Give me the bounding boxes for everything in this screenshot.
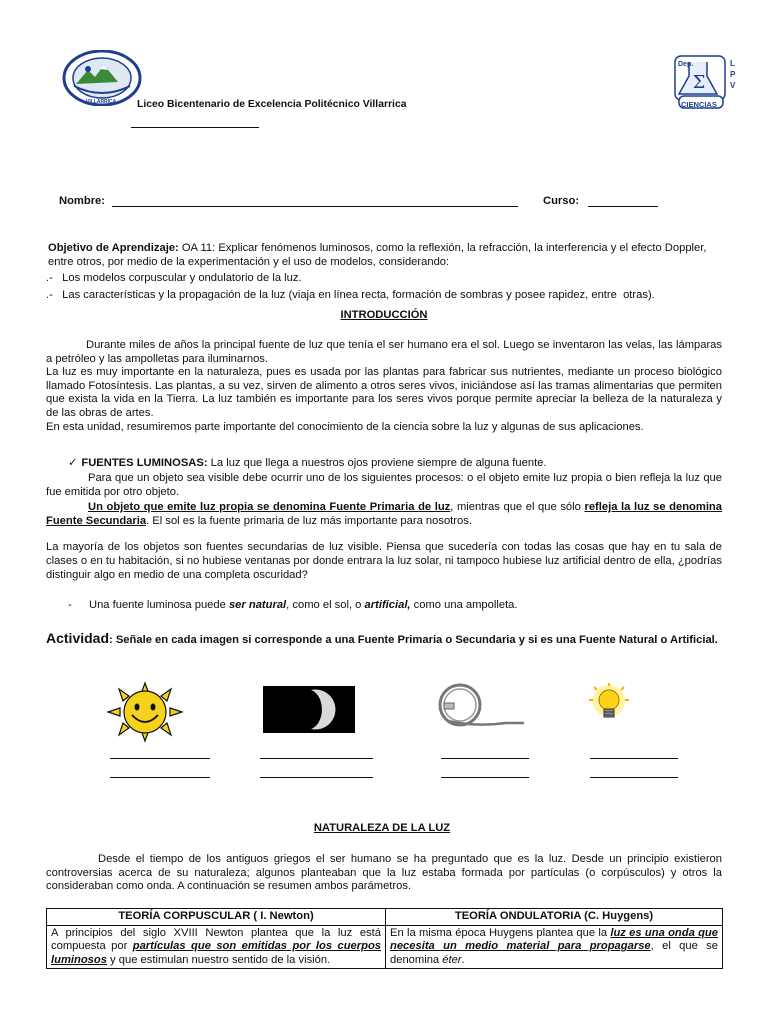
table-header-corpuscular: TEORÍA CORPUSCULAR ( I. Newton) [47,909,386,926]
ondulatoria-highlight: luz es una onda que necesita un medio material para propagarse [390,926,718,953]
bullet-dash: - [68,599,72,611]
fuentes-bullet [68,599,518,613]
name-field[interactable] [112,195,518,207]
table-header-row [47,909,723,926]
course-label: Curso: [543,195,580,207]
course-field[interactable] [588,195,658,207]
name-label: Nombre: [59,195,105,207]
intro-p1: Durante miles de años la principal fuente de luz que tenía el ser humano era el sol. Luego se inventaron las velas, las lámparas a petróleo y las ampolletas para iluminarnos. [46,339,722,365]
bullet-artificial: artificial, [364,599,411,611]
intro-text [46,339,722,434]
objective-item-1: .- Los modelos corpuscular y ondulatorio de la luz. [46,272,302,285]
answer-line-1b[interactable] [110,766,210,778]
answer-line-3a[interactable] [441,747,529,759]
ondulatoria-text-e: . [461,953,465,966]
answer-line-2b[interactable] [260,766,373,778]
bullet-text-e: como una ampolleta. [410,599,518,611]
bullet-text-c: , como el sol, o [286,599,365,611]
answer-line-4b[interactable] [590,766,678,778]
objective [46,242,726,302]
objective-label: Objetivo de Aprendizaje: [48,242,179,254]
header-underline [131,116,259,128]
fuentes-p2 [46,501,722,528]
actividad-text: : Señale en cada imagen si corresponde a una Fuente Primaria o Secundaria y si es una Fuente Natural o Artificial. [109,634,718,646]
ondulatoria-text-c: , el que se denomina [390,940,719,966]
answer-line-2a[interactable] [260,747,373,759]
bullet-text-a: Una fuente luminosa puede [89,599,229,611]
fuentes-p2-mid: , mientras que el que sólo [450,501,585,514]
answer-line-1a[interactable] [110,747,210,759]
fuentes-p3: La mayoría de los objetos son fuentes secundarias de luz visible. Piensa que sucedería con todas las cosas que hay en tu sala de clases o en tu habitación, si no hubiese ventanas por donde entrara la luz solar, ni tampoco hubiese luz artificial dentro de ella, ¿podrías distinguir algo en medio de una completa oscuridad? [46,541,722,581]
bulb-icon [580,683,638,729]
fuentes-p2-end: . El sol es la fuente primaria de luz más importante para nosotros. [146,514,472,527]
corpuscular-highlight: partículas que son emitidas por los cuerpos luminosos [51,940,381,966]
naturaleza-p1: Desde el tiempo de los antiguos griegos el ser humano se ha preguntado que es la luz. Desde un principio existieron controversias acerca de su naturaleza; algunos planteaban que la luz estaba formada por partículas (o corpúsculos) y otros la consideraban como onda. A continuación se resumen ambos parámetros. [46,853,722,893]
fuentes-text-block [46,472,722,582]
intro-p3: En esta unidad, resumiremos parte importante del conocimiento de la ciencia sobre la luz y algunas de sus aplicaciones. [46,420,644,433]
ciencias-dep: Dep. [678,61,694,68]
table-row [47,925,723,969]
ondulatoria-cell [386,925,723,969]
svg-text:Σ: Σ [692,72,706,93]
lamp-icon [436,683,526,729]
school-logo [62,50,142,106]
fuentes-label: FUENTES LUMINOSAS: [81,457,208,469]
corpuscular-text-c: y que estimulan nuestro sentido de la visión. [106,953,331,966]
school-name: Liceo Bicentenario de Excelencia Politécnico Villarrica [137,99,407,110]
sun-icon [104,681,186,743]
objective-text: OA 11: Explicar fenómenos luminosos, como la reflexión, la refracción, la interferencia y el efecto Doppler, entre otros, por medio de la experimentación y el uso de modelos, considerando: [48,242,707,268]
answer-line-4a[interactable] [590,747,678,759]
corpuscular-cell [47,925,386,969]
intro-title: INTRODUCCIÓN [340,309,428,321]
moon-icon [263,686,355,733]
answer-line-3b[interactable] [441,766,529,778]
fuentes-secondary-def: refleja la luz se denomina Fuente Secundaria [46,501,722,527]
table-header-ondulatoria: TEORÍA ONDULATORIA (C. Huygens) [386,909,723,926]
fuentes-p1: Para que un objeto sea visible debe ocurrir uno de los siguientes procesos: o el objeto emite luz propia o bien refleja la luz que fue emitida por otro objeto. [46,472,722,498]
intro-p2: La luz es muy importante en la naturaleza, pues es usada por las plantas para fabricar sus nutrientes, mediante un proceso biológico llamado Fotosíntesis. Las plantas, a su vez, sirven de alimento a otros seres vivos, iniciándose así las tramas alimentarias que permiten que exista la vida en la Tierra. La luz también es importante para los seres vivos porque permite apreciar la belleza de la naturaleza y de las obras de artes. [46,366,722,419]
fuentes-primary-def: Un objeto que emite luz propia se denomina Fuente Primaria de luz [88,501,451,514]
corpuscular-text-a: A principios del siglo XVIII Newton plantea que la luz está compuesta por [51,926,381,953]
fuentes-text: La luz que llega a nuestros ojos proviene siempre de alguna fuente. [207,457,547,469]
check-icon: ✓ [68,457,78,469]
naturaleza-title: NATURALEZA DE LA LUZ [313,822,451,834]
actividad-label: Actividad [46,630,110,646]
logo-bottom-text: VILLARRICA [86,99,117,105]
objective-paragraph [46,242,726,269]
fuentes-heading [68,457,547,471]
ondulatoria-text-a: En la misma época Huygens plantea que la [390,926,611,939]
ciencias-letters: LPV [730,59,736,90]
ondulatoria-eter: éter [442,953,462,966]
objective-item-2: .- Las características y la propagación de la luz (viaja en línea recta, formación de sombras y posee rapidez, entre otras). [46,288,655,301]
bullet-natural: ser natural [228,599,287,611]
actividad [46,632,722,648]
theories-table [46,908,723,969]
ciencias-label: CIENCIAS [681,100,717,109]
